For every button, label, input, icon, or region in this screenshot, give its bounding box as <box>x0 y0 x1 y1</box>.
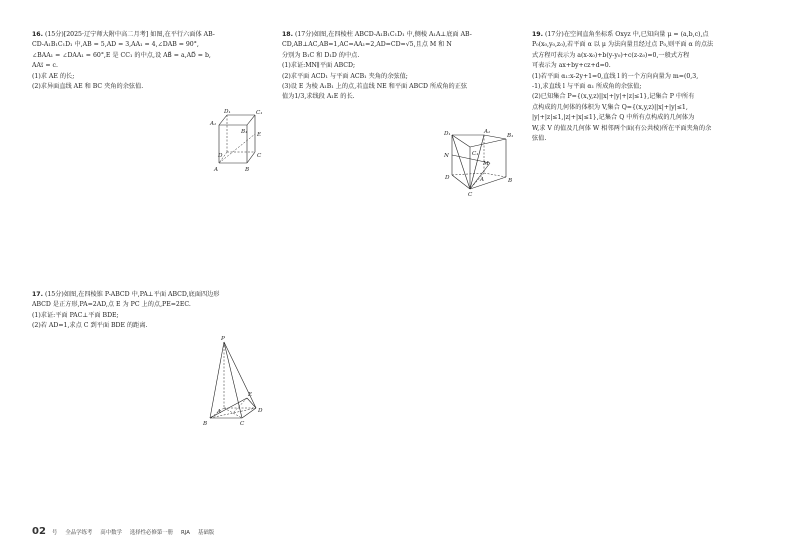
q17-line: ABCD 是正方形,PA=2AD,点 E 为 PC 上的点,PE=2EC. <box>32 301 191 309</box>
q17-label: D <box>258 408 263 414</box>
q19-line: 式方程可表示为 a(x-x₀)+b(y-y₀)+c(z-z₀)=0,一般式方程 <box>532 51 690 59</box>
q16-line: AA₁⃗ = c. <box>32 62 58 70</box>
q18-label: D <box>445 175 450 181</box>
q18-line: 18. (17分)如图,在四棱柱 ABCD-A₁B₁C₁D₁ 中,侧棱 A₁A⊥底面 AB- <box>282 31 472 38</box>
q17-line: 17. (15分)如图,在四棱锥 P-ABCD 中,PA⊥平面 ABCD,底面四边形 <box>32 291 220 298</box>
page-footer <box>32 526 222 537</box>
q16-label: B <box>245 167 250 173</box>
q17-number: 17. <box>32 291 43 298</box>
q19-line: 可表示为 ax+by+cz+d=0. <box>532 62 611 70</box>
q16-line: CD-A₁B₁C₁D₁ 中,AB = 5,AD = 3,AA₁ = 4,∠DAB = 90°, <box>32 41 199 49</box>
footer-book: 选择性必修第一册 <box>129 530 174 536</box>
footer-subject: 高中数学 <box>100 530 122 536</box>
q16-line: (2)求异面直线 AE 和 BC 夹角的余弦值. <box>32 83 144 91</box>
q19-line: 19. (17分)在空间直角坐标系 Oxyz 中,已知向量 μ = (a,b,c),点 <box>532 31 709 38</box>
q17-label: P <box>221 336 225 342</box>
q18-line: (1)求证:MN∥平面 ABCD; <box>282 62 356 70</box>
q18-label: B <box>508 178 513 184</box>
footer-label: 号 <box>51 530 58 536</box>
question-18 <box>282 30 514 103</box>
q17-pyramid-figure <box>200 336 270 432</box>
q18-label: A <box>480 177 485 183</box>
q19-line: (1)若平面 α₁:x-2y+1=0,直线 l 的一个方向向量为 m=(0,3, <box>532 72 699 80</box>
q16-line: 16. (15分)[2025·辽宁师大附中高二月考] 如图,在平行六面体 AB- <box>32 31 215 38</box>
q16-line: ∠BAA₁ = ∠DAA₁ = 60°,E 是 CC₁ 的中点,设 AB⃗ = a,AD⃗ = b, <box>32 51 211 59</box>
q17-line: (1)求证:平面 PAC⊥平面 BDE; <box>32 311 119 319</box>
q18-label: A₁ <box>484 129 491 135</box>
q17-label: A <box>217 409 222 415</box>
q16-label: C₁ <box>256 110 263 116</box>
q18-label: C₁ <box>472 151 479 157</box>
q18-line: 值为1/3,求线段 A₁E 的长. <box>282 93 355 101</box>
q17-label: E <box>248 392 253 398</box>
q16-number: 16. <box>32 31 43 38</box>
footer-level: 基础版 <box>197 530 215 536</box>
q18-label: N <box>444 153 449 159</box>
q16-label: A <box>214 167 219 173</box>
question-16 <box>32 30 264 92</box>
q16-parallelepiped-figure <box>205 105 275 175</box>
q19-line: 点构成的几何体的体积为 V,集合 Q={(x,y,z)||x|+|y|≤1, <box>532 103 688 111</box>
q17-label: C <box>240 421 245 427</box>
q19-line: -1),求直线 l 与平面 α₁ 所成角的余弦值; <box>532 83 642 91</box>
footer-brand: 全品学练考 <box>65 530 93 536</box>
page-number: 02 <box>32 526 46 537</box>
q16-label: A₁ <box>210 121 217 127</box>
q18-label: D₁ <box>444 131 451 137</box>
q17-line: (2)若 AD=1,求点 C 到平面 BDE 的距离. <box>32 322 148 330</box>
q18-number: 18. <box>282 31 293 38</box>
q19-line: |y|+|z|≤1,|z|+|x|≤1},记集合 Q 中所有点构成的几何体为 <box>532 114 695 122</box>
question-19 <box>532 30 764 144</box>
q19-number: 19. <box>532 31 543 38</box>
q19-line: (2)已知集合 P={(x,y,z)||x|+|y|+|z|≤1},记集合 P 中所有 <box>532 93 695 101</box>
q19-line: 弦值. <box>532 135 547 143</box>
q16-label: D₁ <box>224 109 231 115</box>
q18-prism-figure <box>440 125 520 205</box>
q18-label: B₁ <box>507 133 514 139</box>
q18-label: C <box>468 192 473 198</box>
q18-line: (3)设 E 为棱 A₁B₁ 上的点,若直线 NE 和平面 ABCD 所成角的正弦 <box>282 83 468 91</box>
q19-line: W,求 V 的值及几何体 W 相邻两个面(有公共棱)所在平面夹角的余 <box>532 124 712 132</box>
q18-label: M <box>483 161 489 167</box>
q18-line: 分别为 B₁C 和 D₁D 的中点. <box>282 51 360 59</box>
question-17 <box>32 290 264 332</box>
q17-label: B <box>203 421 208 427</box>
q16-label: B₁ <box>241 129 248 135</box>
footer-edition: RJA <box>181 530 190 536</box>
q16-label: E <box>257 132 262 138</box>
q19-line: P₀(x₀,y₀,z₀),若平面 α 以 μ 为法向量且经过点 P₀,则平面 α 的点法 <box>532 41 714 49</box>
q16-label: D <box>218 153 223 159</box>
q16-line: (1)求 AE 的长; <box>32 72 75 80</box>
q18-line: (2)求平面 ACD₁ 与平面 ACB₁ 夹角的余弦值; <box>282 72 408 80</box>
q16-label: C <box>257 153 262 159</box>
q18-line: CD,AB⊥AC,AB=1,AC=AA₁=2,AD=CD=√5,且点 M 和 N <box>282 41 452 49</box>
